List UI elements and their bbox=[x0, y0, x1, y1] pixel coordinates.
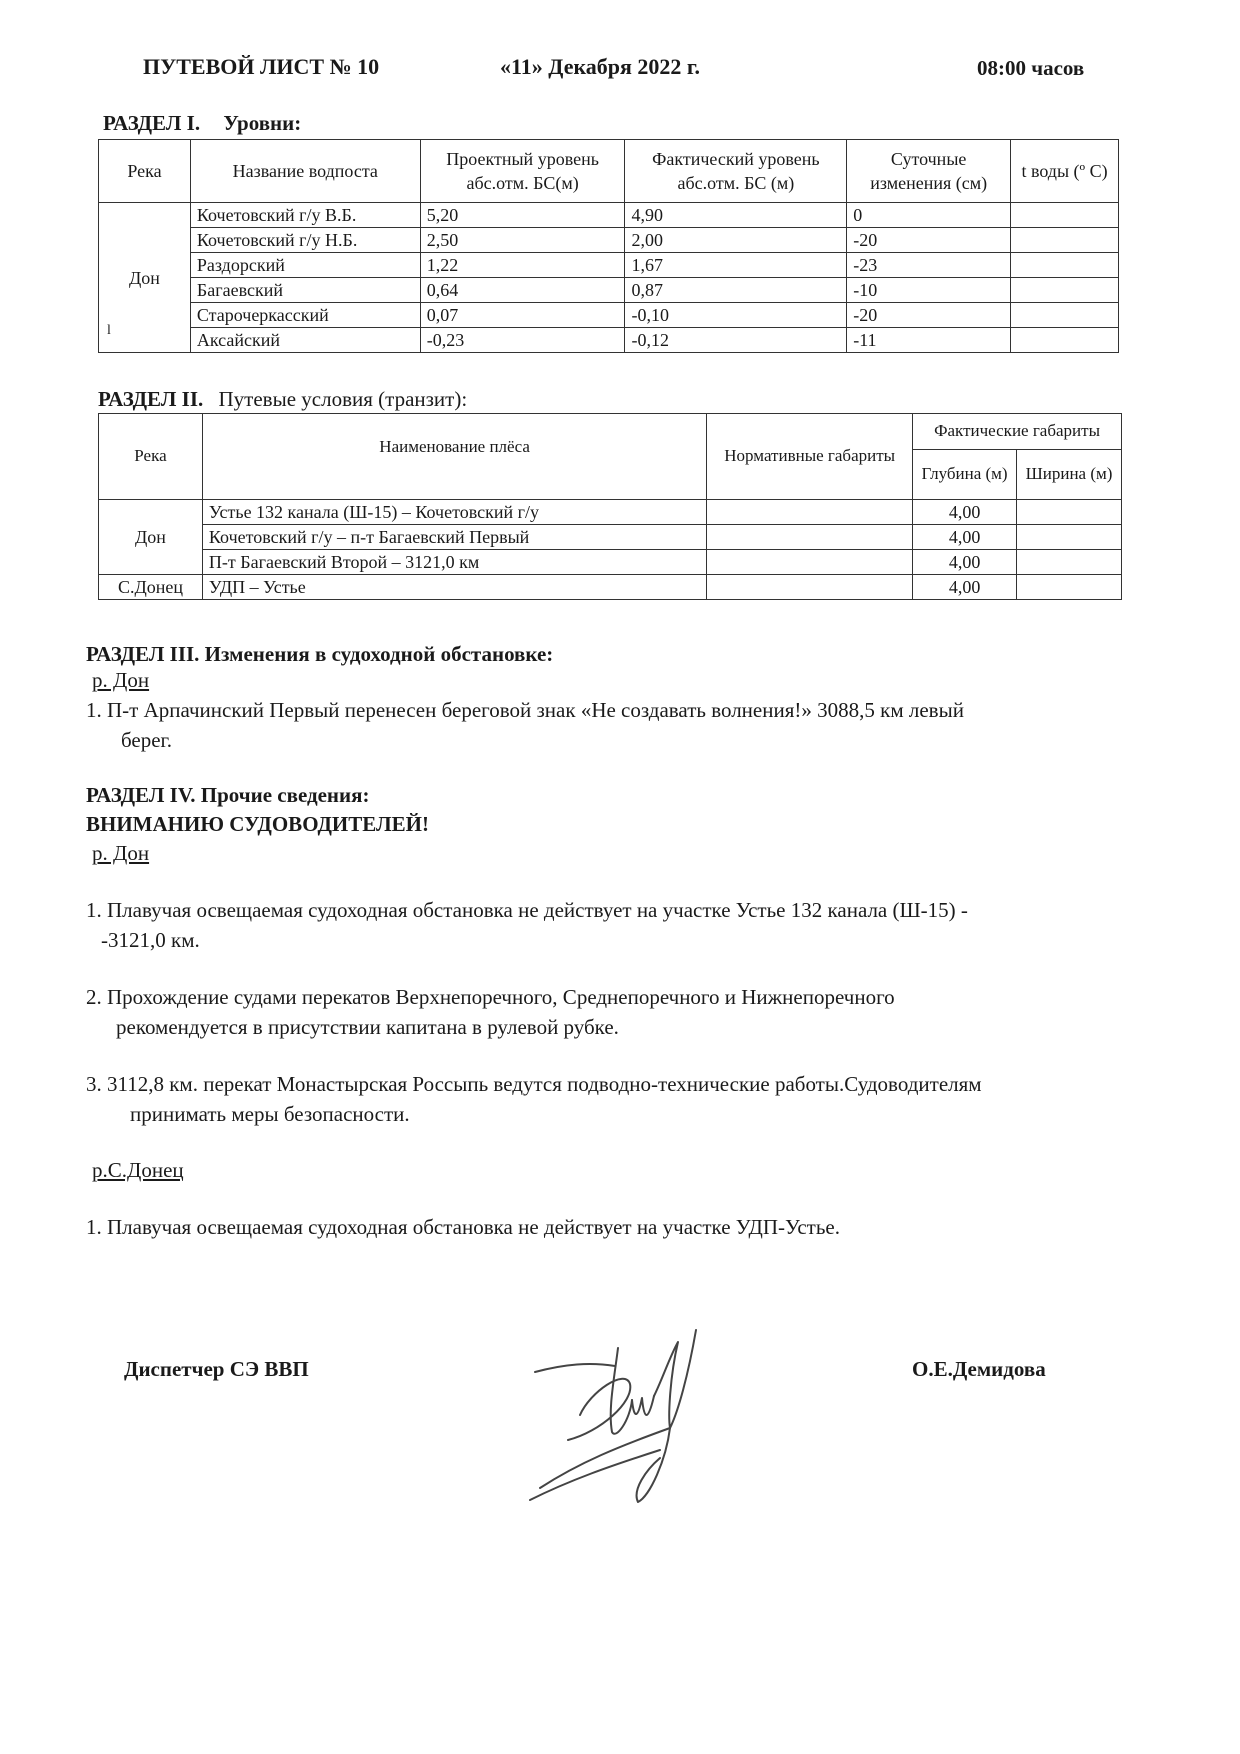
project-level: 1,22 bbox=[420, 253, 625, 278]
water-temp bbox=[1011, 278, 1119, 303]
river-cell: Дон bbox=[99, 500, 203, 575]
norm-dims bbox=[707, 500, 913, 525]
section3-item-1 bbox=[86, 695, 1186, 755]
col-river: Река bbox=[99, 414, 203, 500]
signer-position: Диспетчер СЭ ВВП bbox=[124, 1357, 309, 1381]
depth-value: 4,00 bbox=[913, 500, 1017, 525]
actual-level: 0,87 bbox=[625, 278, 847, 303]
project-level: 0,64 bbox=[420, 278, 625, 303]
water-temp bbox=[1011, 328, 1119, 353]
norm-dims bbox=[707, 550, 913, 575]
reach-name: Кочетовский г/у – п-т Багаевский Первый bbox=[202, 525, 706, 550]
section4-item-3 bbox=[86, 1069, 1196, 1129]
depth-value: 4,00 bbox=[913, 550, 1017, 575]
col-norm: Нормативные габариты bbox=[707, 414, 913, 500]
section1-number: РАЗДЕЛ I. bbox=[103, 111, 201, 135]
norm-dims bbox=[707, 525, 913, 550]
table-row bbox=[99, 525, 1122, 550]
table-row bbox=[99, 253, 1119, 278]
depth-value: 4,00 bbox=[913, 525, 1017, 550]
post-name: Старочеркасский bbox=[190, 303, 420, 328]
river-cell bbox=[99, 203, 191, 353]
water-temp bbox=[1011, 303, 1119, 328]
section4-item-3-line-2: принимать меры безопасности. bbox=[130, 1102, 410, 1126]
col-river: Река bbox=[99, 140, 191, 203]
table-row bbox=[99, 550, 1122, 575]
river-cell: С.Донец bbox=[99, 575, 203, 600]
table-row bbox=[99, 228, 1119, 253]
section3-heading: РАЗДЕЛ III. Изменения в судоходной обстановке: bbox=[86, 642, 554, 666]
actual-level: 2,00 bbox=[625, 228, 847, 253]
doc-title: ПУТЕВОЙ ЛИСТ № 10 bbox=[143, 54, 380, 79]
width-value bbox=[1017, 575, 1122, 600]
col-width: Ширина (м) bbox=[1017, 450, 1122, 500]
depth-value: 4,00 bbox=[913, 575, 1017, 600]
levels-table bbox=[98, 139, 1119, 353]
daily-change: -10 bbox=[847, 278, 1011, 303]
width-value bbox=[1017, 525, 1122, 550]
section4-item-1-line-2: -3121,0 км. bbox=[101, 928, 200, 952]
section1-title: Уровни: bbox=[223, 111, 302, 135]
route-conditions-table bbox=[98, 413, 1122, 600]
daily-change: -23 bbox=[847, 253, 1011, 278]
post-name: Аксайский bbox=[190, 328, 420, 353]
attention-heading: ВНИМАНИЮ СУДОВОДИТЕЛЕЙ! bbox=[86, 812, 429, 836]
col-temp: t воды (º С) bbox=[1011, 140, 1119, 203]
actual-level: -0,12 bbox=[625, 328, 847, 353]
project-level: 2,50 bbox=[420, 228, 625, 253]
doc-time: 08:00 часов bbox=[977, 56, 1085, 80]
project-level: 5,20 bbox=[420, 203, 625, 228]
actual-level: 1,67 bbox=[625, 253, 847, 278]
section2-title: Путевые условия (транзит): bbox=[218, 387, 468, 411]
table-row bbox=[99, 328, 1119, 353]
col-change: Суточные изменения (см) bbox=[847, 140, 1011, 203]
table-row bbox=[99, 575, 1122, 600]
reach-name: Устье 132 канала (Ш-15) – Кочетовский г/у bbox=[202, 500, 706, 525]
section3-item-1-line-1: 1. П-т Арпачинский Первый перенесен береговой знак «Не создавать волнения!» 3088,5 км левый bbox=[86, 698, 964, 722]
daily-change: -20 bbox=[847, 303, 1011, 328]
section4-item-1-line-1: 1. Плавучая освещаемая судоходная обстановка не действует на участке Устье 132 канала (Ш-15) - bbox=[86, 898, 968, 922]
col-actual: Фактический уровень абс.отм. БС (м) bbox=[625, 140, 847, 203]
post-name: Кочетовский г/у Н.Б. bbox=[190, 228, 420, 253]
reach-name: УДП – Устье bbox=[202, 575, 706, 600]
actual-level: -0,10 bbox=[625, 303, 847, 328]
actual-level: 4,90 bbox=[625, 203, 847, 228]
section4-item-3-line-1: 3. 3112,8 км. перекат Монастырская Россыпь ведутся подводно-технические работы.Судоводителям bbox=[86, 1072, 982, 1096]
water-temp bbox=[1011, 203, 1119, 228]
doc-date: «11» Декабря 2022 г. bbox=[500, 54, 700, 79]
signer-name: О.Е.Демидова bbox=[912, 1357, 1046, 1381]
section4-river-donets: р.С.Донец bbox=[92, 1158, 184, 1182]
norm-dims bbox=[707, 575, 913, 600]
width-value bbox=[1017, 550, 1122, 575]
width-value bbox=[1017, 500, 1122, 525]
table-row bbox=[99, 278, 1119, 303]
daily-change: -20 bbox=[847, 228, 1011, 253]
section4-item-1 bbox=[86, 895, 1196, 955]
section4-item-2-line-1: 2. Прохождение судами перекатов Верхнепоречного, Среднепоречного и Нижнепоречного bbox=[86, 985, 895, 1009]
river-name: Дон bbox=[128, 267, 160, 288]
project-level: 0,07 bbox=[420, 303, 625, 328]
table-row bbox=[99, 500, 1122, 525]
section4-donets-item-1: 1. Плавучая освещаемая судоходная обстановка не действует на участке УДП-Устье. bbox=[86, 1215, 840, 1239]
table-row bbox=[99, 303, 1119, 328]
section3-item-1-line-2: берег. bbox=[121, 728, 173, 752]
post-name: Кочетовский г/у В.Б. bbox=[190, 203, 420, 228]
col-post: Название водпоста bbox=[190, 140, 420, 203]
section4-item-2-line-2: рекомендуется в присутствии капитана в рулевой рубке. bbox=[116, 1015, 619, 1039]
daily-change: -11 bbox=[847, 328, 1011, 353]
col-project: Проектный уровень абс.отм. БС(м) bbox=[420, 140, 625, 203]
post-name: Раздорский bbox=[190, 253, 420, 278]
project-level: -0,23 bbox=[420, 328, 625, 353]
col-reach: Наименование плёса bbox=[202, 414, 706, 500]
post-name: Багаевский bbox=[190, 278, 420, 303]
section1-heading bbox=[103, 111, 301, 136]
signature-image bbox=[520, 1320, 750, 1520]
water-temp bbox=[1011, 228, 1119, 253]
section3-river: р. Дон bbox=[92, 668, 150, 692]
section4-heading: РАЗДЕЛ IV. Прочие сведения: bbox=[86, 783, 370, 807]
col-actual: Фактические габариты bbox=[913, 414, 1122, 450]
reach-name: П-т Багаевский Второй – 3121,0 км bbox=[202, 550, 706, 575]
section2-heading bbox=[98, 387, 467, 412]
section2-number: РАЗДЕЛ II. bbox=[98, 387, 204, 411]
section4-river-don: р. Дон bbox=[92, 841, 150, 865]
section4-item-2 bbox=[86, 982, 1196, 1042]
section4-heading-block bbox=[86, 781, 429, 839]
col-depth: Глубина (м) bbox=[913, 450, 1017, 500]
table-row bbox=[99, 203, 1119, 228]
stray-mark: l bbox=[107, 323, 111, 338]
water-temp bbox=[1011, 253, 1119, 278]
daily-change: 0 bbox=[847, 203, 1011, 228]
